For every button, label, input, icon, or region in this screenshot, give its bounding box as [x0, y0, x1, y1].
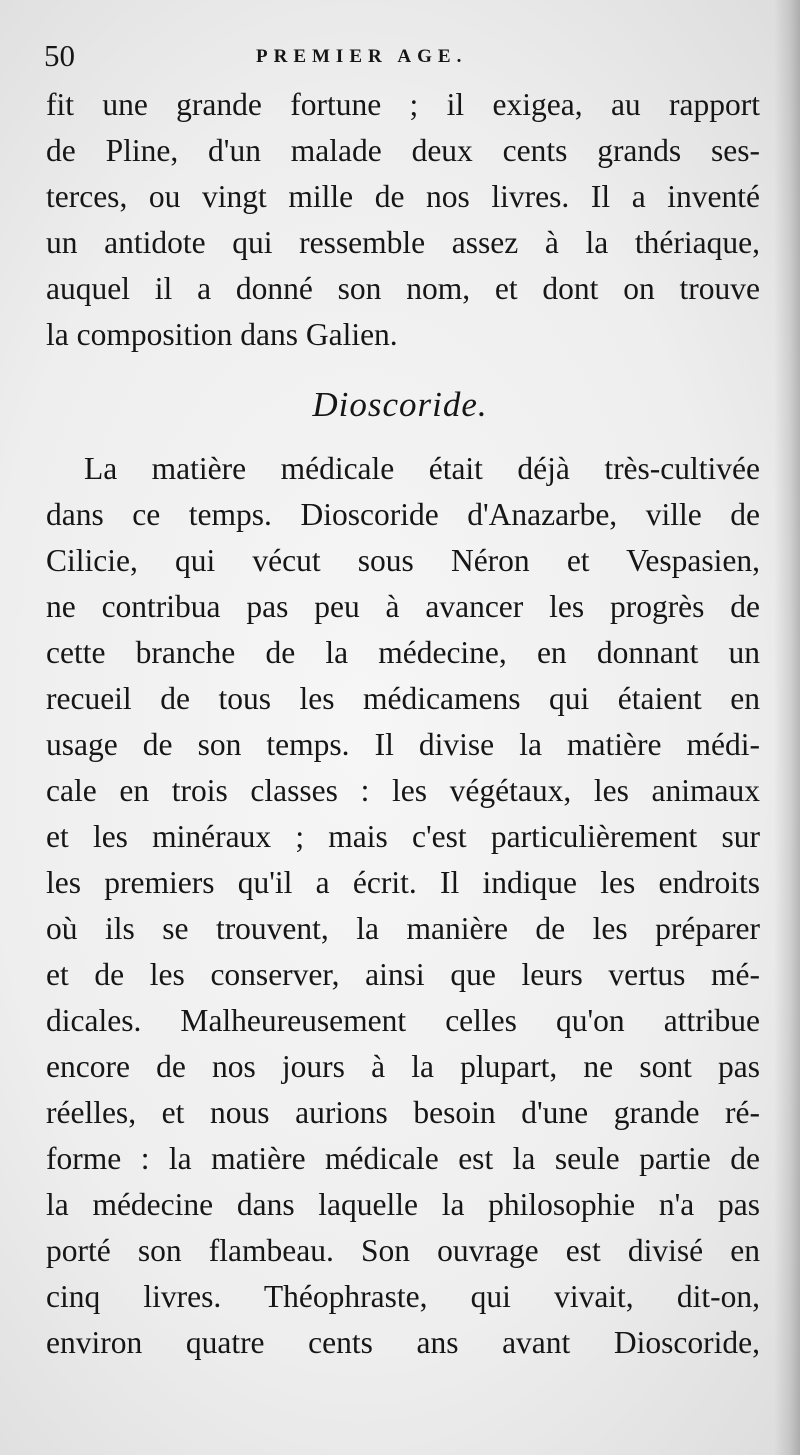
running-title: PREMIER AGE.	[256, 46, 468, 67]
text-line: un antidote qui ressemble assez à la thériaque,	[46, 225, 760, 260]
text-line: la composition dans Galien.	[46, 317, 398, 352]
text-line: cinq livres. Théophraste, qui vivait, dit-on,	[46, 1279, 760, 1314]
text-line: Cilicie, qui vécut sous Néron et Vespasien,	[46, 543, 760, 578]
running-head	[44, 38, 764, 78]
text-line: recueil de tous les médicamens qui étaient en	[46, 681, 760, 716]
section-heading: Dioscoride.	[312, 385, 488, 424]
text-line: environ quatre cents ans avant Dioscoride,	[46, 1325, 760, 1360]
text-line: forme : la matière médicale est la seule partie de	[46, 1141, 760, 1176]
text-line: fit une grande fortune ; il exigea, au rapport	[46, 87, 760, 122]
text-line: cette branche de la médecine, en donnant un	[46, 635, 760, 670]
page-number: 50	[44, 38, 75, 73]
text-line: auquel il a donné son nom, et dont on trouve	[46, 271, 760, 306]
text-line: usage de son temps. Il divise la matière médi-	[46, 727, 760, 762]
text-line: où ils se trouvent, la manière de les préparer	[46, 911, 760, 946]
text-line: la médecine dans laquelle la philosophie n'a pas	[46, 1187, 760, 1222]
text-line: réelles, et nous aurions besoin d'une grande ré-	[46, 1095, 760, 1130]
text-line: de Pline, d'un malade deux cents grands ses-	[46, 133, 760, 168]
page-edge-shadow	[774, 0, 800, 1455]
text-line: terces, ou vingt mille de nos livres. Il a inventé	[46, 179, 760, 214]
text-line: ne contribua pas peu à avancer les progrès de	[46, 589, 760, 624]
text-line: les premiers qu'il a écrit. Il indique les endroits	[46, 865, 760, 900]
text-line: cale en trois classes : les végétaux, les animaux	[46, 773, 760, 808]
text-line: dicales. Malheureusement celles qu'on attribue	[46, 1003, 760, 1038]
text-line: et de les conserver, ainsi que leurs vertus mé-	[46, 957, 760, 992]
text-line: et les minéraux ; mais c'est particulièrement sur	[46, 819, 760, 854]
text-line: porté son flambeau. Son ouvrage est divisé en	[46, 1233, 760, 1268]
text-line: La matière médicale était déjà très-cultivée	[84, 451, 760, 486]
text-line: encore de nos jours à la plupart, ne sont pas	[46, 1049, 760, 1084]
text-line: dans ce temps. Dioscoride d'Anazarbe, ville de	[46, 497, 760, 532]
